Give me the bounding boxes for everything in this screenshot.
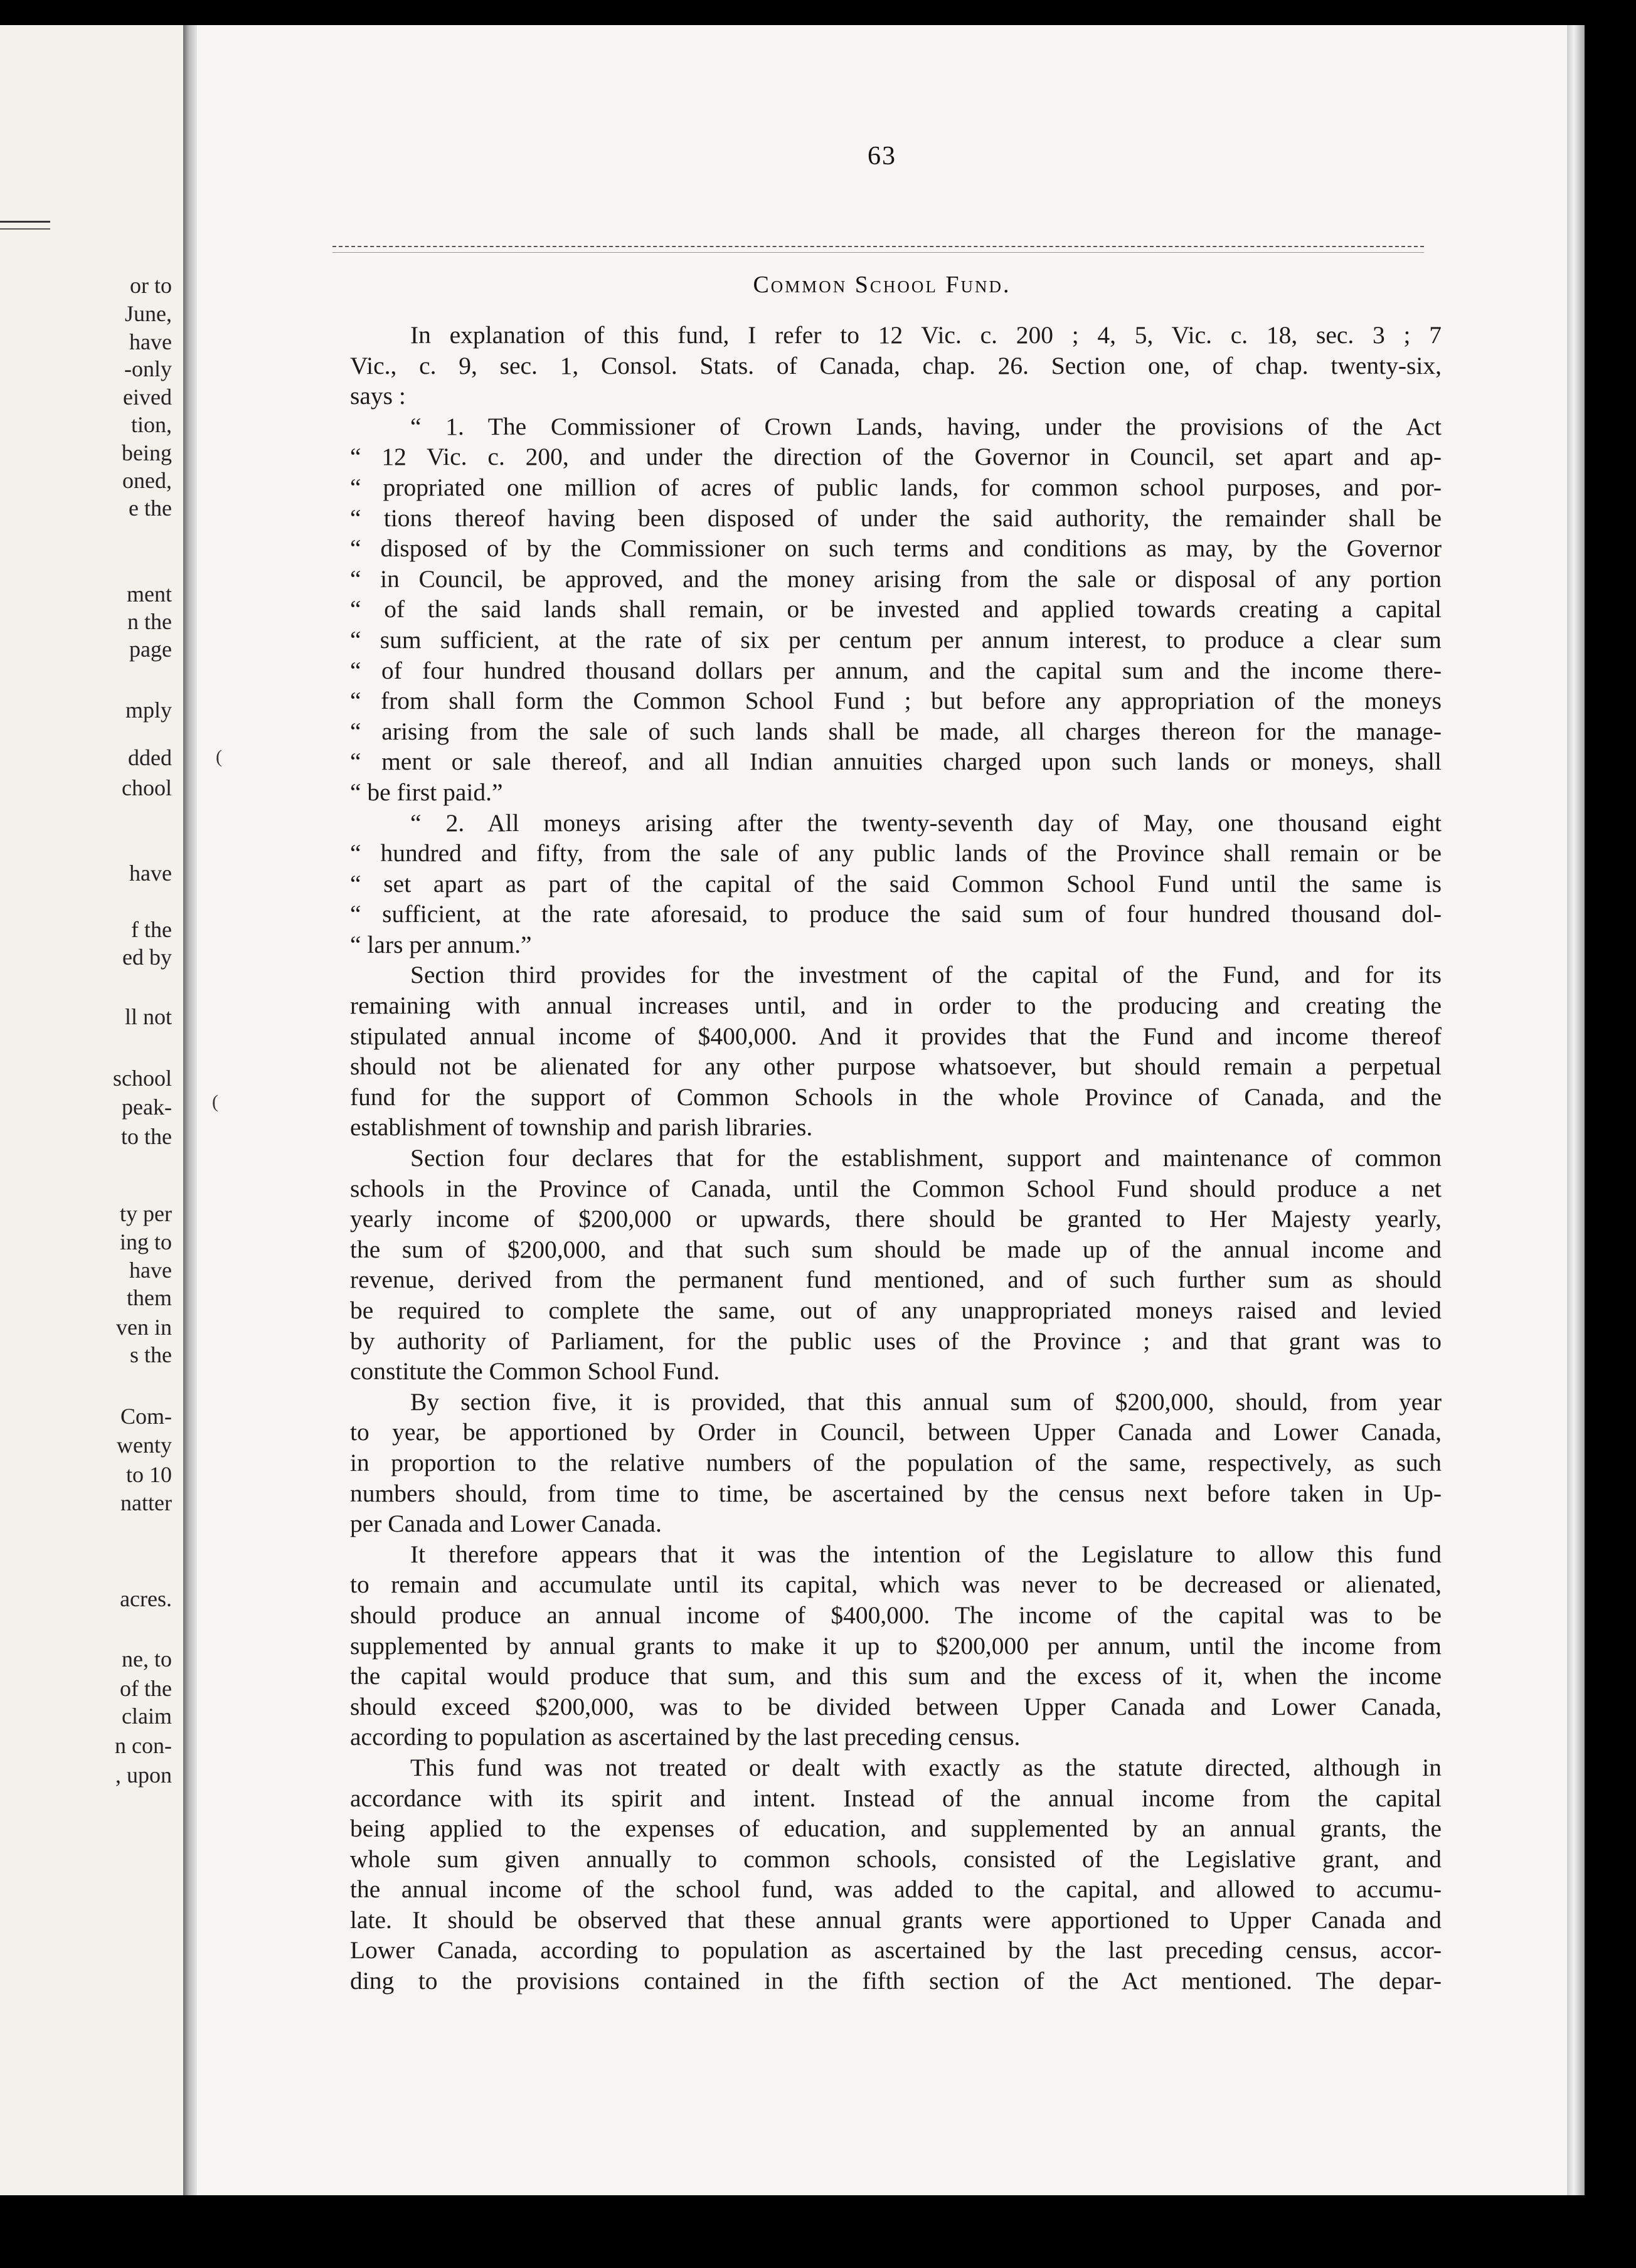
text-line: schools in the Province of Canada, until the Common School Fund should produce a net <box>350 1174 1442 1202</box>
left-page-fragment: or to <box>130 273 172 298</box>
text-line: should exceed $200,000, was to be divided between Upper Canada and Lower Canada, <box>350 1692 1442 1720</box>
text-line: “ 1. The Commissioner of Crown Lands, having, under the provisions of the Act <box>410 412 1442 440</box>
text-line: accordance with its spirit and intent. Instead of the annual income from the capital <box>350 1784 1442 1812</box>
text-line: “ be first paid.” <box>350 778 503 806</box>
body-text <box>350 320 1442 1996</box>
current-page <box>197 25 1567 2195</box>
text-line: “ lars per annum.” <box>350 930 532 958</box>
text-line: “ sufficient, at the rate aforesaid, to produce the said sum of four hundred thousand dol- <box>350 900 1442 928</box>
text-line: ding to the provisions contained in the fifth section of the Act mentioned. The depar- <box>350 1967 1442 1995</box>
text-line: establishment of township and parish libraries. <box>350 1113 813 1142</box>
left-page-fragment: to 10 <box>125 1462 172 1487</box>
left-page-fragment: ty per <box>120 1201 172 1226</box>
left-page-fragment: f the <box>131 917 172 942</box>
left-page-fragment: ed by <box>122 945 172 970</box>
text-line: according to population as ascertained by the last preceding census. <box>350 1723 1021 1751</box>
text-line: should not be alienated for any other purpose whatsoever, but should remain a perpetual <box>350 1052 1442 1081</box>
text-line: “ from shall form the Common School Fund ; but before any appropriation of the moneys <box>350 687 1442 715</box>
left-page-fragment: n the <box>127 609 172 634</box>
text-line: “ in Council, be approved, and the money arising from the sale or disposal of any portion <box>350 564 1442 593</box>
previous-page-sliver <box>0 25 183 2195</box>
text-line: to year, be apportioned by Order in Council, between Upper Canada and Lower Canada, <box>350 1418 1442 1446</box>
left-page-fragment: Com- <box>120 1404 172 1429</box>
left-page-fragment: them <box>127 1285 172 1310</box>
left-page-fragment: mply <box>125 697 172 723</box>
left-page-fragment: being <box>122 440 172 465</box>
text-line: by authority of Parliament, for the public uses of the Province ; and that grant was to <box>350 1327 1442 1355</box>
left-page-fragment: have <box>129 1258 172 1283</box>
text-line: Vic., c. 9, sec. 1, Consol. Stats. of Canada, chap. 26. Section one, of chap. twenty-six, <box>350 351 1442 379</box>
text-line: to remain and accumulate until its capital, which was never to be decreased or alienated, <box>350 1571 1442 1599</box>
text-line: “ sum sufficient, at the rate of six per centum per annum interest, to produce a clear sum <box>350 625 1442 654</box>
text-line: In explanation of this fund, I refer to 12 Vic. c. 200 ; 4, 5, Vic. c. 18, sec. 3 ; 7 <box>410 321 1442 349</box>
text-line: stipulated annual income of $400,000. And it provides that the Fund and income thereof <box>350 1022 1442 1050</box>
margin-mark: ( <box>212 1091 218 1112</box>
text-line: yearly income of $200,000 or upwards, there should be granted to Her Majesty yearly, <box>350 1205 1442 1233</box>
text-line: “ propriated one million of acres of public lands, for common school purposes, and por- <box>350 473 1442 501</box>
text-line: the annual income of the school fund, was added to the capital, and allowed to accumu- <box>350 1875 1442 1904</box>
text-line: remaining with annual increases until, and in order to the producing and creating the <box>350 992 1442 1020</box>
left-page-fragment: peak- <box>122 1094 172 1120</box>
text-line: should produce an annual income of $400,000. The income of the capital was to be <box>350 1601 1442 1629</box>
page-number: 63 <box>868 142 896 171</box>
text-line: fund for the support of Common Schools in the whole Province of Canada, and the <box>350 1083 1442 1111</box>
left-page-fragment: eived <box>123 384 172 410</box>
left-page-fragment: , upon <box>115 1762 172 1788</box>
text-line: “ 2. All moneys arising after the twenty-seventh day of May, one thousand eight <box>410 808 1442 837</box>
text-line: the capital would produce that sum, and this sum and the excess of it, when the income <box>350 1662 1442 1690</box>
left-page-fragment: ing to <box>119 1229 172 1254</box>
left-page-fragment: chool <box>122 775 172 800</box>
left-page-fragment: page <box>129 637 172 662</box>
text-line: be required to complete the same, out of any unappropriated moneys raised and levied <box>350 1296 1442 1324</box>
text-line: constitute the Common School Fund. <box>350 1357 720 1386</box>
text-line: late. It should be observed that these annual grants were apportioned to Upper Canada and <box>350 1905 1442 1934</box>
text-line: revenue, derived from the permanent fund mentioned, and of such further sum as should <box>350 1266 1442 1294</box>
left-page-fragment: have <box>129 329 172 354</box>
left-page-rule <box>0 228 50 230</box>
margin-mark: ( <box>216 746 222 767</box>
left-page-fragment: ll not <box>124 1004 172 1029</box>
left-page-fragment: to the <box>121 1124 172 1149</box>
book-gutter <box>183 25 197 2195</box>
text-line: supplemented by annual grants to make it up to $200,000 per annum, until the income from <box>350 1631 1442 1660</box>
left-page-fragment: dded <box>128 745 172 770</box>
left-page-fragment: claim <box>122 1704 172 1729</box>
text-line: “ disposed of by the Commissioner on such terms and conditions as may, by the Governor <box>350 534 1442 563</box>
left-page-fragment: natter <box>120 1490 172 1515</box>
header-rule <box>332 252 1424 253</box>
text-line: “ ment or sale thereof, and all Indian annuities charged upon such lands or moneys, shall <box>350 748 1442 776</box>
left-page-fragment: -only <box>124 356 172 381</box>
text-line: per Canada and Lower Canada. <box>350 1510 662 1538</box>
left-page-fragment: wenty <box>117 1433 172 1458</box>
left-page-fragment: of the <box>120 1676 172 1701</box>
left-page-fragment: June, <box>125 301 172 326</box>
text-line: “ set apart as part of the capital of the said Common School Fund until the same is <box>350 869 1442 898</box>
left-page-fragment: s the <box>130 1342 172 1367</box>
text-line: Lower Canada, according to population as ascertained by the last preceding census, accor- <box>350 1936 1442 1964</box>
left-page-fragment: acres. <box>120 1586 172 1611</box>
text-line: “ 12 Vic. c. 200, and under the direction of the Governor in Council, set apart and ap- <box>350 443 1442 471</box>
text-line: “ of the said lands shall remain, or be invested and applied towards creating a capital <box>350 595 1442 623</box>
text-line: the sum of $200,000, and that such sum should be made up of the annual income and <box>350 1235 1442 1263</box>
header-rule <box>332 246 1424 247</box>
left-page-fragment: ven in <box>116 1315 172 1340</box>
left-page-fragment: school <box>113 1066 172 1091</box>
page-edge <box>1567 25 1585 2195</box>
left-page-fragment: have <box>129 861 172 886</box>
text-line: says : <box>350 382 406 410</box>
text-line: numbers should, from time to time, be ascertained by the census next before taken in Up- <box>350 1479 1442 1507</box>
left-page-fragment: ment <box>127 581 172 607</box>
text-line: “ arising from the sale of such lands shall be made, all charges thereon for the manage- <box>350 717 1442 745</box>
left-page-fragment: n con- <box>115 1733 172 1758</box>
text-line: Section four declares that for the establishment, support and maintenance of common <box>410 1144 1442 1172</box>
text-line: Section third provides for the investment of the capital of the Fund, and for its <box>410 961 1442 989</box>
text-line: It therefore appears that it was the intention of the Legislature to allow this fund <box>410 1540 1442 1568</box>
text-line: This fund was not treated or dealt with exactly as the statute directed, although in <box>410 1753 1442 1781</box>
left-page-fragment: oned, <box>122 468 172 493</box>
left-page-fragment: ne, to <box>122 1646 172 1672</box>
text-line: “ tions thereof having been disposed of under the said authority, the remainder shall be <box>350 504 1442 532</box>
text-line: whole sum given annually to common schools, consisted of the Legislative grant, and <box>350 1845 1442 1873</box>
text-line: in proportion to the relative numbers of the population of the same, respectively, as such <box>350 1448 1442 1476</box>
text-line: By section five, it is provided, that this annual sum of $200,000, should, from year <box>410 1387 1442 1416</box>
section-title: Common School Fund. <box>753 272 1011 298</box>
text-line: being applied to the expenses of education, and supplemented by an annual grants, the <box>350 1815 1442 1843</box>
left-page-fragment: tion, <box>130 412 172 437</box>
text-line: “ of four hundred thousand dollars per annum, and the capital sum and the income there- <box>350 656 1442 684</box>
left-page-rule <box>0 221 50 223</box>
text-line: “ hundred and fifty, from the sale of any public lands of the Province shall remain or be <box>350 839 1442 867</box>
left-page-fragment: e the <box>129 495 172 521</box>
